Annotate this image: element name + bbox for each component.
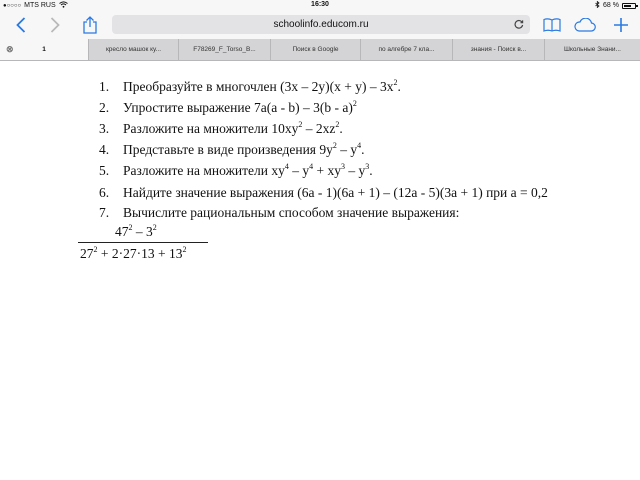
tab-label: по алгебре 7 кла... xyxy=(378,46,435,53)
fraction-bar xyxy=(78,242,208,243)
fraction-numerator: $47^2 - 3^2$ xyxy=(115,223,157,239)
status-time: 16:30 xyxy=(311,1,329,8)
tab-label: знания - Поиск в... xyxy=(470,46,527,53)
address-bar[interactable] xyxy=(112,15,530,34)
task-number: 3. xyxy=(99,121,110,136)
fraction-denominator: $27^2 + 2\cdot 27\cdot 13 + 13^2$ xyxy=(80,245,187,261)
tab-strip xyxy=(0,39,640,61)
new-tab-icon[interactable] xyxy=(610,14,632,36)
bookmarks-icon[interactable] xyxy=(541,14,563,36)
carrier-label: MTS RUS xyxy=(24,2,56,9)
task-number: 1. xyxy=(99,79,110,94)
status-right xyxy=(595,1,636,10)
page-content xyxy=(0,61,640,480)
task-text: Разложите на множители $10xy^2 - 2xz^2$. xyxy=(123,120,343,136)
share-icon[interactable] xyxy=(79,14,101,36)
task-number: 7. xyxy=(99,205,110,220)
tab-label: 1 xyxy=(42,46,46,53)
task-text: Представьте в виде произведения $9y^2 - y^4$. xyxy=(123,141,365,157)
url-text: schoolinfo.educom.ru xyxy=(273,19,369,30)
task-text: Вычислите рациональным способом значение выражения: xyxy=(123,205,460,220)
icloud-icon[interactable] xyxy=(574,14,596,36)
status-bar xyxy=(0,0,640,11)
tab[interactable] xyxy=(360,39,452,60)
tab[interactable] xyxy=(270,39,360,60)
signal-dots-icon: ●○○○○ xyxy=(3,2,22,9)
tab-active[interactable] xyxy=(0,39,88,60)
tab[interactable] xyxy=(452,39,544,60)
reload-icon[interactable] xyxy=(514,15,524,36)
tab-label: Поиск в Google xyxy=(292,46,339,53)
task-text: Найдите значение выражения (6a - 1)(6a + 1) – (12a - 5)(3a + 1) при a = 0,2 xyxy=(123,185,548,200)
task-text: Упростите выражение 7a(a - b) – 3(b - a)$^2$ xyxy=(123,99,357,115)
tab[interactable] xyxy=(178,39,270,60)
back-icon[interactable] xyxy=(10,14,32,36)
battery-text: 68 % xyxy=(603,2,619,9)
task-number: 5. xyxy=(99,163,110,178)
forward-icon[interactable] xyxy=(44,14,66,36)
battery-level xyxy=(624,5,631,7)
bluetooth-icon xyxy=(595,1,600,10)
task-text: Преобразуйте в многочлен $(3x - 2y)(x + y) - 3x^2$. xyxy=(123,78,401,94)
tab[interactable] xyxy=(544,39,640,60)
tab-label: Школьные Знани... xyxy=(564,46,621,53)
tab[interactable] xyxy=(88,39,178,60)
task-number: 4. xyxy=(99,142,110,157)
tab-label: F78269_F_Torso_B... xyxy=(193,46,256,53)
battery-icon xyxy=(622,3,636,9)
tab-label: кресло машок ку... xyxy=(105,46,162,53)
task-number: 2. xyxy=(99,100,110,115)
task-number: 6. xyxy=(99,185,110,200)
close-tab-icon[interactable]: ⊗ xyxy=(6,44,14,54)
browser-toolbar xyxy=(0,11,640,39)
task-text: Разложите на множители $xy^4 - y^4 + xy^3 - y^3$. xyxy=(123,162,373,178)
